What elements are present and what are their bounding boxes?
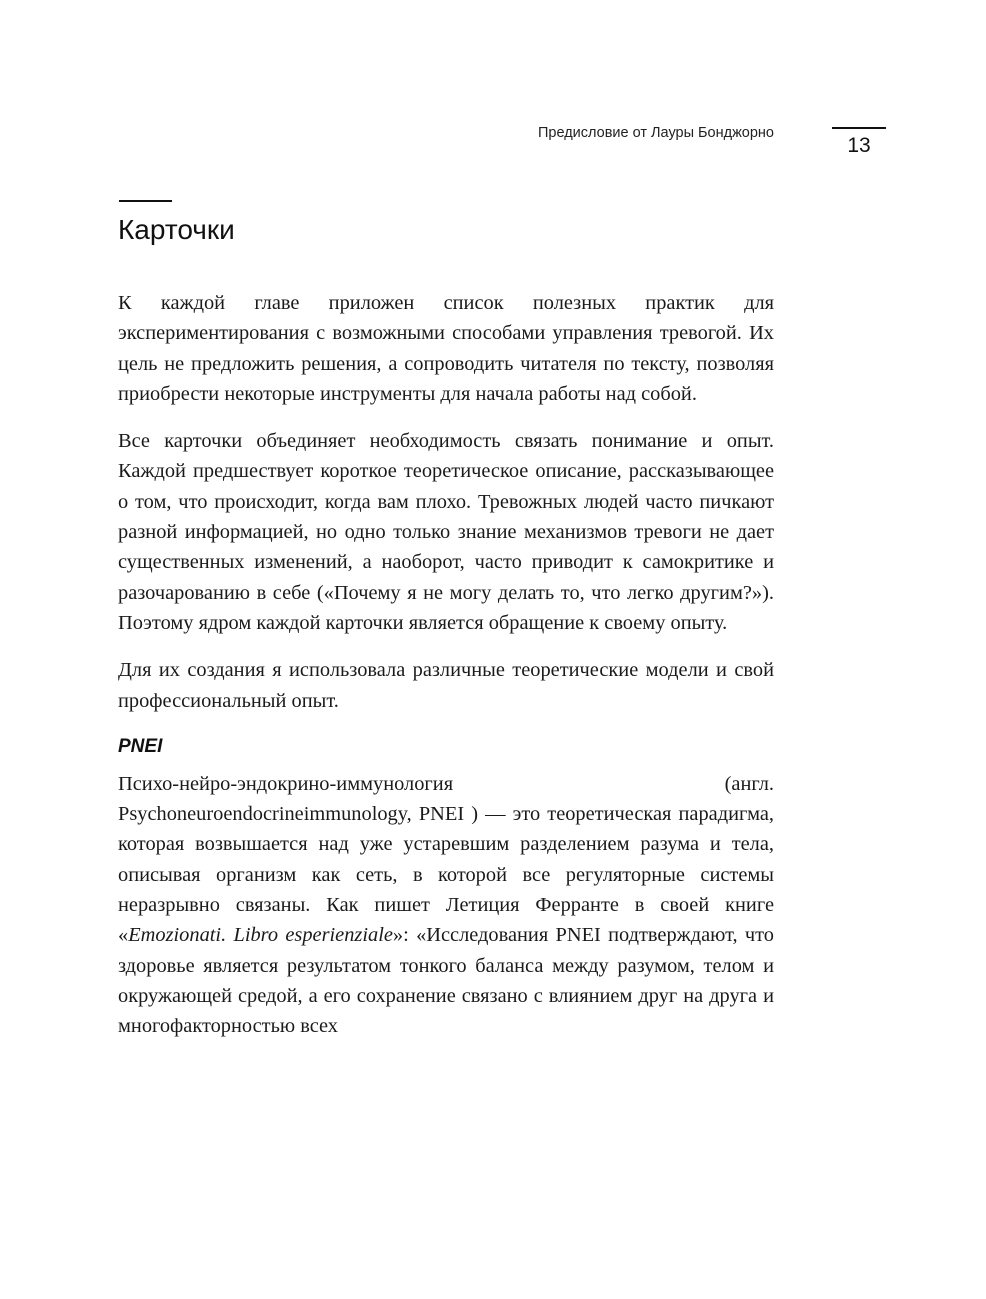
- pnei-text-start: Психо-нейро-эндокрино-иммунология (англ. Psychoneuroendocrineimmunology, PNEI ) — это теоретическая парадигма, которая возвышается над уже устаревшим разделением разума и тела, описывая организм как сеть, в которой все регуляторные системы неразрывно связаны. Как пишет Летиция Ферранте в своей книге «: [118, 772, 774, 947]
- paragraph-cards-intro: К каждой главе приложен список полезных практик для экспериментирования с возможными способами управления тревогой. Их цель не предложить решения, а сопроводить читателя по тексту, позволяя приобрести некоторые инструменты для начала работы над собой.: [118, 292, 774, 405]
- paragraph-pnei: [118, 769, 774, 1042]
- section-heading: Карточки: [118, 214, 235, 245]
- page-number-rule: [832, 127, 886, 129]
- running-head-title: Предисловие от Лауры Бонджорно: [537, 125, 774, 141]
- subheading-pnei: PNEI: [118, 735, 163, 757]
- book-title: Emozionati. Libro esperienziale: [128, 924, 393, 947]
- pnei-text-end: »: «Исследования PNEI подтверждают, что здоровье является результатом тонкого баланса между разумом, телом и окружающей средой, а его сохранение связано с влиянием друг на друга и многофакторностью всех: [118, 924, 774, 1038]
- paragraph-cards-sources: Для их создания я использовала различные теоретические модели и свой профессиональный опыт.: [118, 659, 774, 712]
- paragraph-cards-structure: Все карточки объединяет необходимость связать понимание и опыт. Каждой предшествует короткое теоретическое описание, рассказывающее о том, что происходит, когда вам плохо. Тревожных людей часто пичкают разной информацией, но одно только знание механизмов тревоги не дает существенных изменений, а наоборот, часто приводит к самокритике и разочарованию в себе («Почему я не могу делать то, что легко другим?»). Поэтому ядром каждой карточки является обращение к своему опыту.: [118, 430, 774, 634]
- page-number: 13: [847, 134, 871, 157]
- section-heading-rule: [119, 200, 172, 202]
- body-text: [118, 288, 774, 1042]
